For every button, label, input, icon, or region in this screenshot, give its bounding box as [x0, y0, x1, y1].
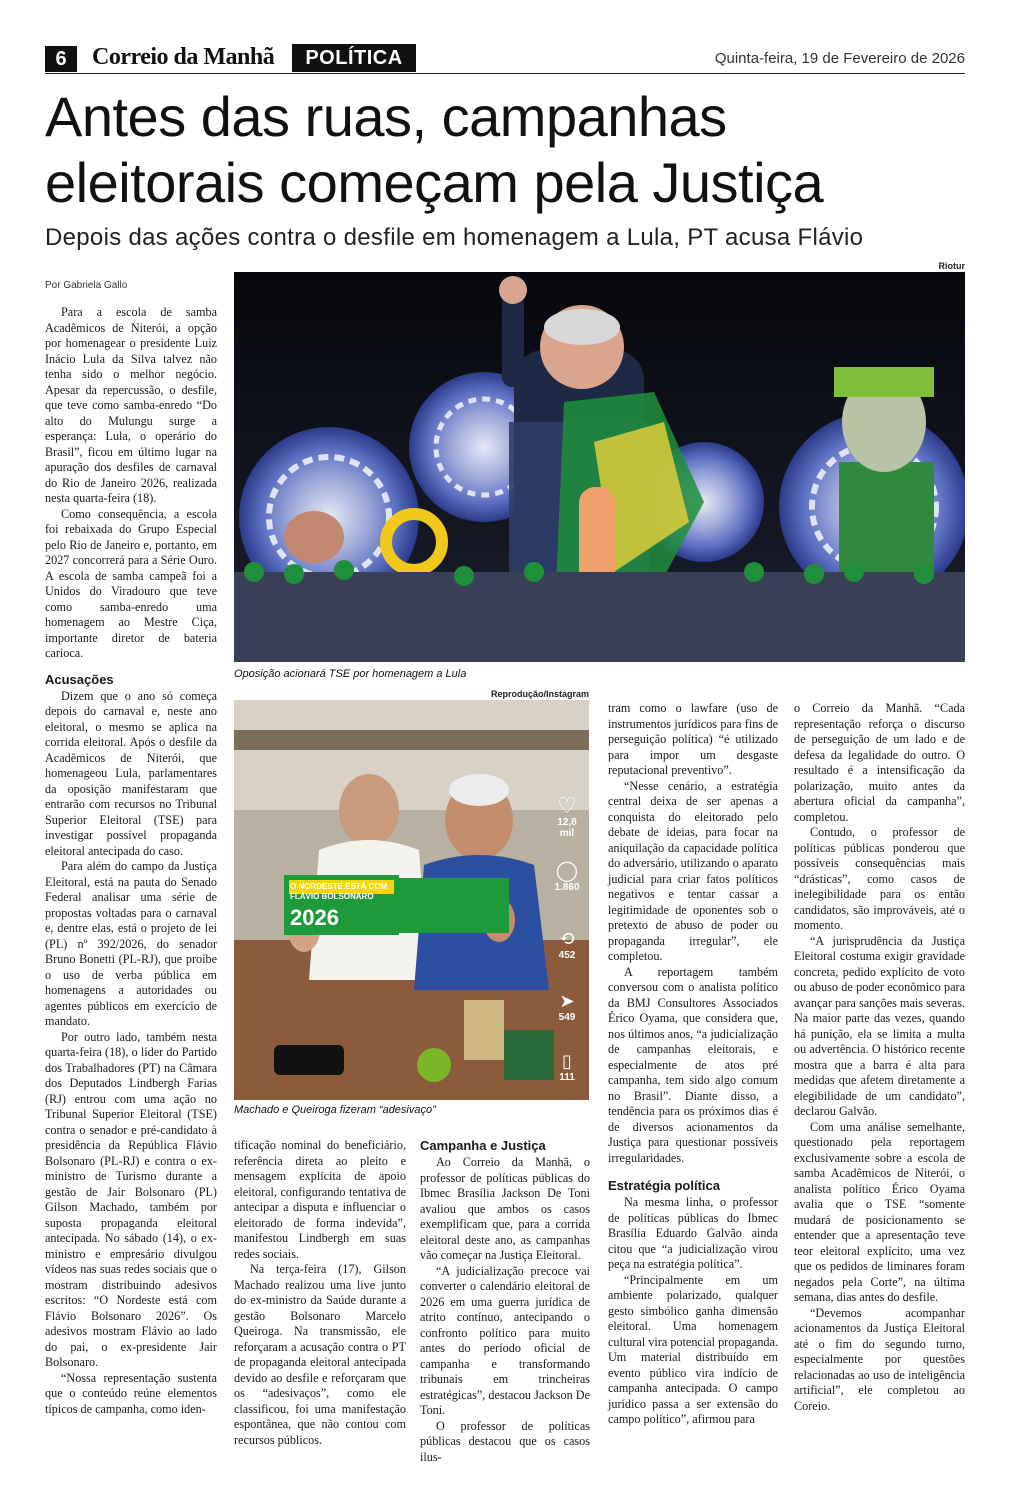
paragraph: A reportagem também conversou com o analista político da BMJ Consultores Associados Érico Oyama, que considera que, nos últimos anos, “a judicialização de campanhas eleitorais, e especialmente de atos pré campanha, tem sido algo comum no Brasil”. Diante disso, a tendência para os próximos dias é de diversos acionamentos da Justiça para questionar possíveis irregularidades.: [608, 964, 778, 1165]
headline: [45, 84, 975, 216]
paragraph: O professor de políticas públicas destacou que os casos ilus-: [420, 1418, 590, 1464]
paragraph: “Nossa representação sustenta que o conteúdo reúne elementos típicos de campanha, como iden-: [45, 1370, 217, 1416]
ig-share-group[interactable]: [552, 990, 582, 1023]
caption-secondary: Machado e Queiroga fizeram “adesivaço”: [234, 1104, 436, 1116]
paragraph: Como consequência, a escola foi rebaixada do Grupo Especial pelo Rio de Janeiro e, portanto, em 2027 concorrerá para a Série Ouro. A escola de samba campeã foi a Unidos do Viradouro que teve como samba-enredo uma homenagem ao Mestre Ciça, importante diretor de bateria carioca.: [45, 506, 217, 660]
paragraph: “Principalmente em um ambiente polarizado, qualquer gesto simbólico ganha dimensão eleitoral. Uma homenagem cultural vira potencial propaganda. Um material distribuído em evento público vira indício de campanha antecipada. O campo jurídico passa a ser extensão do campo político”, afirmou para: [608, 1272, 778, 1426]
photo-credit-main: Riotur: [938, 261, 965, 271]
paragraph: Com uma análise semelhante, questionado pela reportagem exclusivamente sobre a escola de samba Acadêmicos de Niterói, o analista político Érico Oyama avalia que o TSE “somente mudará de posicionamento se entender que a apresentação teve teor eleitoral explícito, uma vez que os pedidos de liminares foram negados pela Corte”, na última semana, dias antes do desfile.: [794, 1119, 965, 1304]
bookmark-icon[interactable]: ▯: [562, 1051, 572, 1071]
paragraph: Na terça-feira (17), Gilson Machado realizou uma live junto do ex-ministro da Saúde durante a gestão Bolsonaro Marcelo Queiroga. Na transmissão, ele reforçaram a acusação contra o PT de propaganda eleitoral antecipada devido ao desfile e reforçaram que os “adesivaços”, como ele classificou, foi uma manifestação espontânea, que não contou com recursos públicos.: [234, 1262, 406, 1447]
sticker-year: 2026: [290, 905, 339, 930]
photo-credit-secondary: Reprodução/Instagram: [490, 689, 589, 699]
column-4: [794, 701, 965, 1414]
paragraph: tram como o lawfare (uso de instrumentos jurídicos para fins de perseguição política) “é utilizado para impor um desgaste reputacional preventivo”.: [608, 701, 778, 777]
paragraph: Para a escola de samba Acadêmicos de Niterói, a opção por homenagear o presidente Luiz Inácio Lula da Silva talvez não tenha sido o melhor negócio. Apesar da repercussão, o desfile, que teve como samba-enredo “Do alto do Mulungu surge a esperança: Lula, o operário do Brasil”, ficou em último lugar na apuração dos desfiles de carnaval do Rio de Janeiro 2026, realizada nesta quarta-feira (18).: [45, 305, 217, 505]
column-1: [45, 305, 217, 1417]
sticker-text-2: FLÁVIO BOLSONARO: [290, 892, 374, 901]
headline-line-1: Antes das ruas, campanhas: [45, 85, 727, 148]
header-divider: [45, 73, 965, 74]
byline: Por Gabriela Gallo: [45, 280, 128, 291]
paragraph: “Nesse cenário, a estratégia central deixa de ser apenas a conquista do eleitorado pelo debate de ideias, para focar na aniquilação da capacidade política do adversário, utilizando o aparato judicial para criar fatos políticos negativos e tentar cassar a legitimidade de oponentes sob o pretexto de abuso de poder ou propaganda irregular”, ele completou.: [608, 778, 778, 963]
column-2: [234, 1138, 406, 1448]
issue-date: Quinta-feira, 19 de Fevereiro de 2026: [714, 50, 965, 67]
send-icon[interactable]: ➤: [559, 991, 575, 1011]
paragraph: Ao Correio da Manhã, o professor de políticas públicas do Ibmec Brasília Jackson De Toni avaliou que ambos os casos exemplificam que, para a corrida eleitoral deste ano, as campanhas vão começar na Justiça Eleitoral.: [420, 1155, 590, 1262]
paragraph: o Correio da Manhã. “Cada representação reforça o discurso de perseguição de um lado e de defesa da legalidade do outro. O resultado é a intensificação da polarização, muito antes da abertura oficial da campanha”, completou.: [794, 701, 965, 824]
main-photo: [234, 272, 965, 662]
heart-icon[interactable]: ♡: [557, 793, 577, 818]
column-3: [608, 701, 778, 1428]
secondary-photo: [234, 700, 589, 1100]
column-mid: [420, 1138, 590, 1465]
ig-comment-group[interactable]: [552, 860, 582, 893]
newspaper-brand: Correio da Manhã: [92, 44, 275, 70]
paragraph: Contudo, o professor de políticas públicas ponderou que possíveis consequências mais “drásticas”, como casos de inelegibilidade para os então candidatos, são improváveis, até o momento.: [794, 825, 965, 932]
paragraph: Dizem que o ano só começa depois do carnaval e, neste ano eleitoral, o mesmo se aplica na corrida eleitoral. Após o desfile da Acadêmicos de Niterói, que homenageou Lula, parlamentares da oposição manifestaram que entrarão com recursos no Tribunal Superior Eleitoral (TSE) para investigar possível propaganda eleitoral antecipada do caso.: [45, 688, 217, 858]
subhead-acusacoes: Acusações: [45, 671, 114, 687]
paragraph: “A jurisprudência da Justiça Eleitoral costuma exigir gravidade concreta, pedido explícito de voto ou abuso de poder econômico para avançar para sanções mais severas. Na maior parte das vezes, quando há punição, ela se limita a multa ou advertência. O histórico recente mostra que a barra é alta para medidas que afetem diretamente a elegibilidade de um candidato”, declarou Galvão.: [794, 933, 965, 1118]
headline-line-2: eleitorais começam pela Justiça: [45, 151, 824, 214]
ig-save-group[interactable]: [552, 1050, 582, 1083]
comment-icon[interactable]: ◯: [555, 860, 579, 882]
paragraph: Para além do campo da Justiça Eleitoral, está na pauta do Senado Federal analisar uma série de propostas voltadas para o carnaval e, dentre elas, está o projeto de lei (PL) nº 392/2026, do senador Bruno Bonetti (PL-RJ), que proíbe o uso de verba pública em homenagens a autoridades ou agentes públicos em exercício de mandato.: [45, 859, 217, 1028]
sticker-text-1: O NORDESTE ESTÁ COM: [290, 882, 388, 891]
ig-comments-count: 1.860: [554, 882, 580, 893]
paragraph: tificação nominal do beneficiário, referência direta ao pleito e mensagem explícita de apoio eleitoral, configurando tentativa de antecipar a disputa e influenciar o eleitorado de forma indevida”, manifestou Lindbergh em suas redes sociais.: [234, 1138, 406, 1261]
subheadline: Depois das ações contra o desfile em homenagem a Lula, PT acusa Flávio: [45, 224, 864, 251]
carnival-float-illustration: [234, 272, 965, 662]
section-tag: POLÍTICA: [292, 44, 416, 72]
paragraph: Na mesma linha, o professor de políticas públicas do Ibmec Brasília Eduardo Galvão ainda citou que “a judicialização virou peça na estratégia política”.: [608, 1195, 778, 1271]
repost-icon[interactable]: ⟲: [558, 928, 576, 950]
ig-likes-count: 12,8 mil: [557, 817, 577, 839]
caption-main: Oposição acionará TSE por homenagem a Lula: [234, 668, 467, 680]
ig-like-group[interactable]: [552, 795, 582, 839]
paragraph: Por outro lado, também nesta quarta-feira (18), o líder do Partido dos Trabalhadores (PT) na Câmara dos Deputados Lindbergh Farias (RJ) entrou com uma ação no Tribunal Superior Eleitoral (TSE) contra o senador e pré-candidato à presidência da República Flávio Bolsonaro (PL-RJ) e contra o ex-ministro de Turismo durante a gestão de Jair Bolsonaro (PL) Gilson Machado, também por suposta propaganda eleitoral antecipada. No sábado (14), o ex-ministro e empresário divulgou vídeos nas suas redes sociais que o mostram distribuindo adesivos escritos: “O Nordeste está com Flávio Bolsonaro 2026”. Os adesivos mostram Flávio ao lado do pai, o ex-presidente Jair Bolsonaro.: [45, 1029, 217, 1369]
ig-shares-count: 549: [558, 1012, 576, 1023]
ig-reposts-count: 452: [558, 950, 576, 961]
ig-repost-group[interactable]: [552, 928, 582, 961]
subhead-campanha: Campanha e Justiça: [420, 1138, 546, 1153]
adesivaco-photo-illustration: [234, 700, 589, 1100]
ig-saves-count: 111: [559, 1072, 575, 1083]
paragraph: “A judicialização precoce vai converter o calendário eleitoral de 2026 em uma guerra jurídica de atrito contínuo, antecipando o confronto político para muito antes do período oficial de campanha e transformando tribunais em trincheiras estratégicas”, destacou Jackson De Toni.: [420, 1263, 590, 1417]
subhead-estrategia: Estratégia política: [608, 1178, 720, 1193]
page-number: 6: [45, 46, 77, 72]
paragraph: “Devemos acompanhar acionamentos da Justiça Eleitoral até o fim do segundo turno, especialmente por questões relacionadas ao uso de inteligência artificial”, ele completou ao Coreio.: [794, 1305, 965, 1413]
